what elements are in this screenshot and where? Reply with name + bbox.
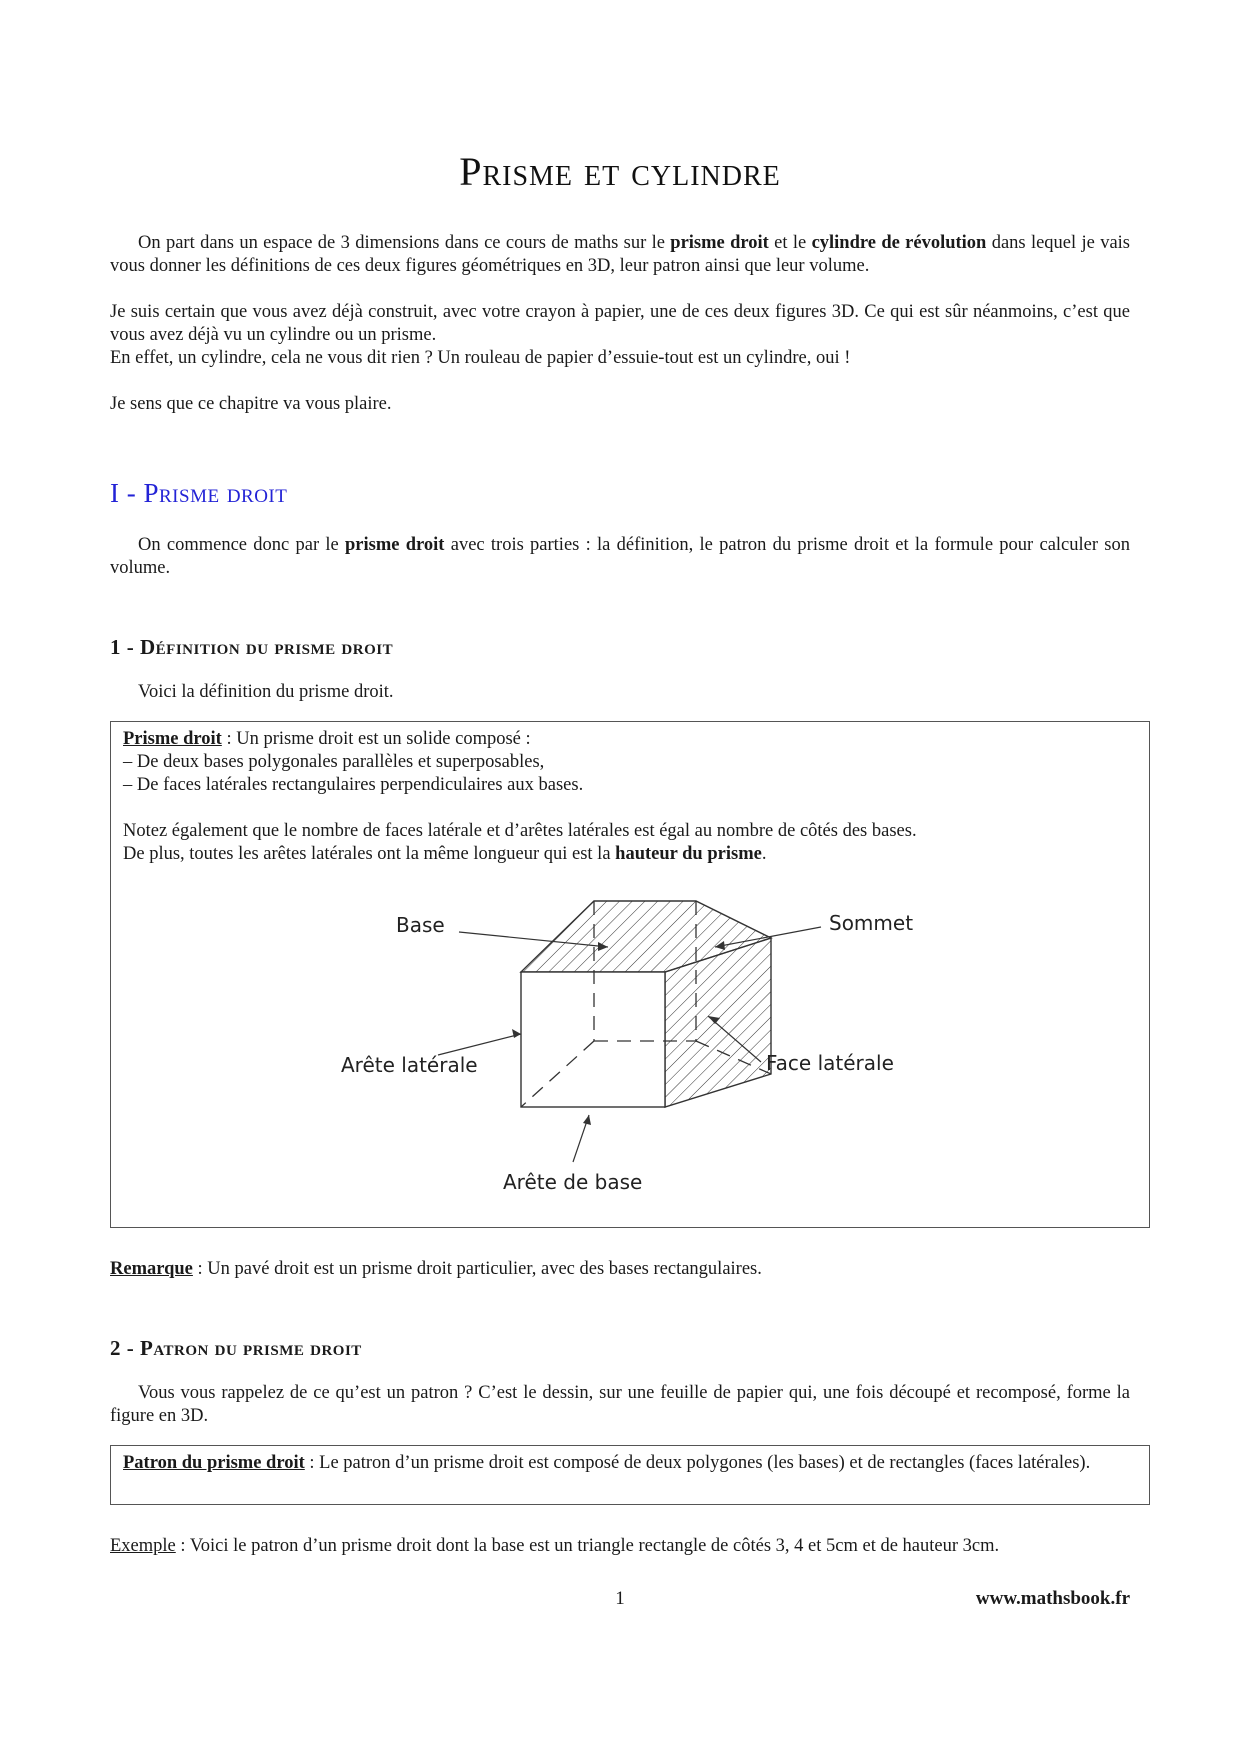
footer-website: www.mathsbook.fr — [975, 1588, 1130, 1609]
subsection-heading-patron: 2 - Patron du prisme droit — [110, 1336, 362, 1360]
section-heading-prisme-droit: I - Prisme droit — [110, 478, 288, 508]
remark-term: Remarque — [110, 1259, 193, 1279]
definition-note-1: Notez également que le nombre de faces latérale et d’arêtes latérales est égal au nombre de côtés des bases. — [123, 821, 917, 841]
intro-text: dans lequel je vais vous donner les définitions de ces deux figures géométriques en 3D, leur patron ainsi que leur volume. — [110, 233, 1131, 276]
prism-front-face — [521, 972, 665, 1107]
section1-intro — [110, 534, 1130, 580]
intro-text: et le — [768, 233, 812, 253]
label-face-laterale: Face latérale — [766, 1051, 894, 1075]
arrowhead — [512, 1029, 521, 1038]
note-text: . — [761, 844, 767, 864]
definition-box — [110, 721, 1150, 1228]
definition-text: : Un prisme droit est un solide composé : — [221, 729, 531, 749]
remark-text: : Un pavé droit est un prisme droit particulier, avec des bases rectangulaires. — [192, 1259, 762, 1279]
example — [110, 1535, 1130, 1558]
arrow-arete-laterale — [438, 1034, 521, 1055]
example-term: Exemple — [110, 1536, 176, 1556]
patron-term: Patron du prisme droit — [123, 1453, 305, 1473]
definition-lead: Voici la définition du prisme droit. — [138, 682, 394, 702]
definition-term: Prisme droit — [123, 729, 222, 749]
label-base: Base — [396, 913, 445, 937]
section1-text: On commence donc par le — [138, 535, 346, 555]
note-text: De plus, toutes les arêtes latérales ont la même longueur qui est la — [123, 844, 616, 864]
arrowhead — [583, 1115, 591, 1125]
section1-text: avec trois parties : la définition, le patron du prisme droit et la formule pour calculer son volume. — [110, 535, 1130, 578]
bold-term-cylindre: cylindre de révolution — [811, 233, 987, 253]
page-title: Prisme et cylindre — [459, 149, 781, 194]
document-page — [110, 0, 1130, 1754]
patron-lead: Vous vous rappelez de ce qu’est un patron ? C’est le dessin, sur une feuille de papier qui, une fois découpé et recomposé, forme la figure en 3D. — [110, 1383, 1130, 1426]
bold-term-hauteur: hauteur du prisme — [615, 844, 762, 864]
intro-paragraph-3: Je sens que ce chapitre va vous plaire. — [110, 394, 392, 414]
remark — [110, 1258, 1130, 1281]
label-sommet: Sommet — [829, 911, 914, 935]
intro-text: Je suis certain que vous avez déjà construit, avec votre crayon à papier, une de ces deux figures 3D. Ce qui est sûr néanmoins, c’est que vous avez déjà vu un cylindre ou un prisme. — [110, 302, 1130, 345]
intro-paragraph-1 — [110, 232, 1130, 278]
patron-box — [110, 1445, 1150, 1505]
label-arete-base: Arête de base — [503, 1170, 643, 1194]
intro-text: On part dans un espace de 3 dimensions dans ce cours de maths sur le — [138, 233, 671, 253]
prism-figure — [111, 722, 1149, 1227]
intro-text: En effet, un cylindre, cela ne vous dit rien ? Un rouleau de papier d’essuie-tout est un cylindre, oui ! — [110, 348, 851, 368]
example-text: : Voici le patron d’un prisme droit dont la base est un triangle rectangle de côtés 3, 4 et 5cm et de hauteur 3cm. — [175, 1536, 1000, 1556]
patron-definition — [123, 1452, 1133, 1475]
intro-paragraph-2 — [110, 301, 1130, 370]
page-number: 1 — [615, 1588, 625, 1609]
definition-item-1: – De deux bases polygonales parallèles et superposables, — [123, 752, 545, 772]
subsection-heading-definition: 1 - Définition du prisme droit — [110, 635, 394, 659]
patron-text: : Le patron d’un prisme droit est composé de deux polygones (les bases) et de rectangles (faces latérales). — [304, 1453, 1091, 1473]
label-arete-laterale: Arête latérale — [341, 1053, 478, 1077]
bold-term-prisme-droit: prisme droit — [345, 535, 445, 555]
bold-term-prisme-droit: prisme droit — [670, 233, 769, 253]
definition-item-2: – De faces latérales rectangulaires perpendiculaires aux bases. — [123, 775, 584, 795]
